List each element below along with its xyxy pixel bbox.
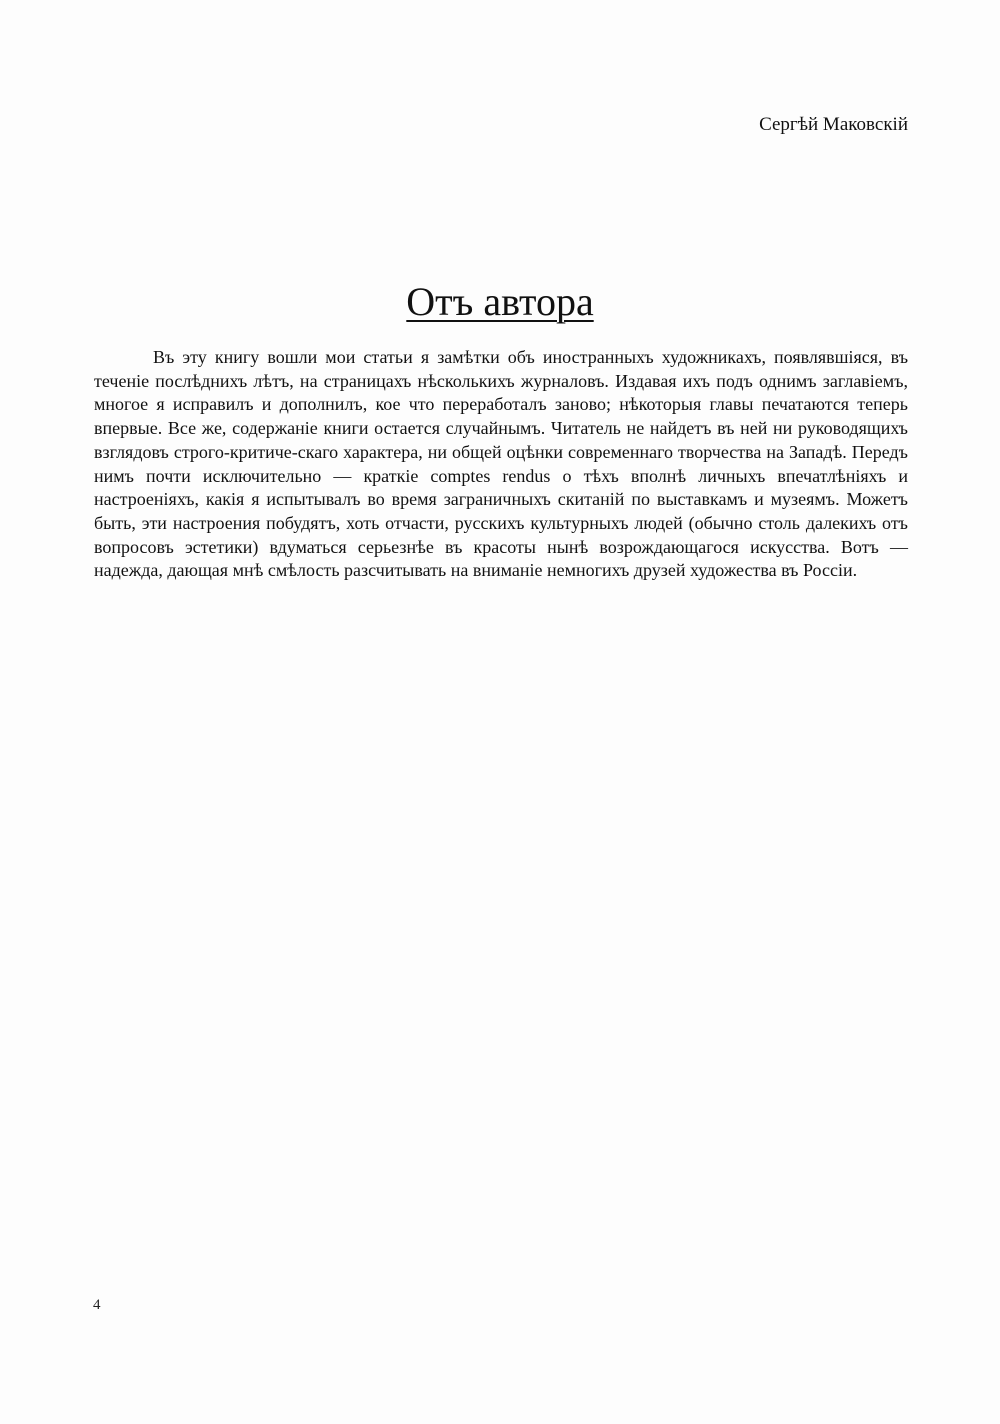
- body-paragraph: Въ эту книгу вошли мои статьи я замѣтки объ иностранныхъ художникахъ, появлявшіяся, въ теченіе послѣднихъ лѣтъ, на страницахъ нѣсколькихъ журналовъ. Издавая ихъ подъ однимъ заглавіемъ, многое я исправилъ и дополнилъ, кое что переработалъ заново; нѣкоторыя главы печатаются теперь впервые. Все же, содержаніе книги остается случайнымъ. Читатель не найдетъ въ ней ни руководящихъ взглядовъ строго-критиче-скаго характера, ни общей оцѣнки современнаго творчества на Западѣ. Передъ нимъ почти исключительно — краткіе comptes rendus о тѣхъ вполнѣ личныхъ впечатлѣніяхъ и настроеніяхъ, какія я испытывалъ во время заграничныхъ скитаній по выставкамъ и музеямъ. Можетъ быть, эти настроения побудятъ, хоть отчасти, русскихъ культурныхъ людей (обычно столь далекихъ отъ вопросовъ эстетики) вдуматься серьезнѣе въ красоты нынѣ возрождающагося искусства. Вотъ — надежда, дающая мнѣ смѣлость разсчитывать на вниманіе немногихъ друзей художества въ Россіи.: [94, 347, 908, 581]
- page-number: 4: [93, 1297, 101, 1313]
- running-header-author: Сергѣй Маковскій: [759, 114, 908, 135]
- section-title: Отъ автора: [406, 279, 594, 324]
